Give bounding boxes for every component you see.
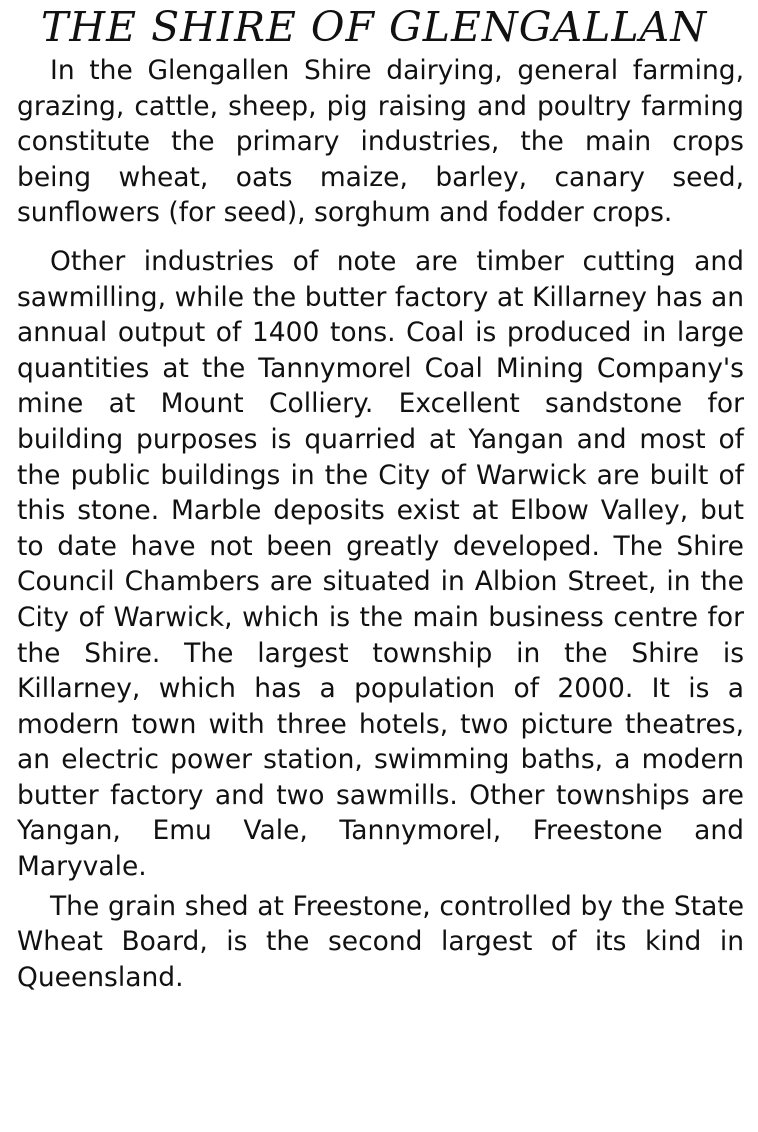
- article-paragraph-1: In the Glengallen Shire dairying, general farming, grazing, cattle, sheep, pig raising and poultry farming constitute the primary industries, the main crops being wheat, oats maize, barley, canary seed, sunflowers (for seed), sorghum and fodder crops.: [17, 55, 744, 229]
- article-paragraph-2: Other industries of note are timber cutting and sawmilling, while the butter factory at Killarney has an annual output of 1400 tons. Coal is produced in large quantities at the Tannymorel Coal Mining Company's mine at Mount Colliery. Excellent sandstone for building purposes is quarried at Yangan and most of the public buildings in the City of Warwick are built of this stone. Marble deposits exist at Elbow Valley, but to date have not been greatly developed. The Shire Council Chambers are situated in Albion Street, in the City of Warwick, which is the main business centre for the Shire. The largest township in the Shire is Killarney, which has a population of 2000. It is a modern town with three hotels, two picture theatres, an electric power station, swimming baths, a modern butter factory and two sawmills. Other townships are Yangan, Emu Vale, Tannymorel, Freestone and Maryvale.: [17, 245, 744, 883]
- article-paragraph-3: The grain shed at Freestone, controlled by the State Wheat Board, is the second largest of its kind in Queensland.: [17, 890, 744, 993]
- article-title: THE SHIRE OF GLENGALLAN: [41, 3, 708, 50]
